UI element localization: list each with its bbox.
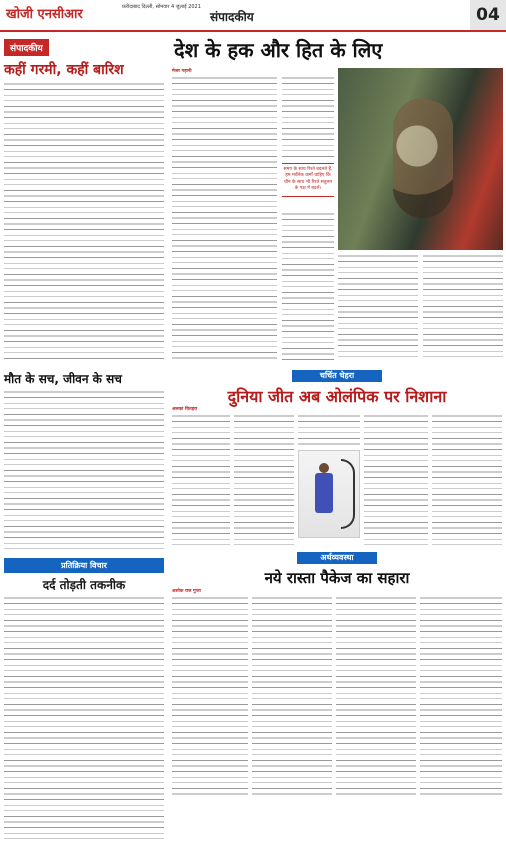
economy-col-1 [172, 596, 248, 796]
feature-col-3 [282, 212, 334, 362]
feature-photo [338, 68, 503, 250]
section-title: संपादकीय [210, 10, 254, 24]
pp-headline: दर्द तोड़ती तकनीक [42, 578, 126, 592]
economy-byline: अशोक राज गुप्ता [172, 589, 201, 594]
sport-col-3a [298, 414, 360, 446]
charcha-label: चर्चित चेहरा [292, 370, 382, 382]
editorial-headline: कहीं गरमी, कहीं बारिश [4, 62, 124, 78]
pull-quote: समय के साथ रिश्ते बदलते हैं, हम मालिक कर्मों चाहिए कि चीन के साथ भी रिश्ते संतुलन के पक्ष में बदलें। [282, 163, 334, 197]
newspaper-logo: खोजी एनसीआर [6, 7, 83, 22]
sport-col-5 [432, 414, 502, 548]
sport-byline: अलका चितहरा [172, 407, 198, 412]
economy-title: नये रास्ता पैकेज का सहारा [264, 569, 410, 587]
dateline: फ़रीदाबाद दिल्ली, सोमवार 4 जुलाई 2021 [122, 4, 201, 10]
feature-byline: मेजर गहानी [172, 69, 192, 74]
archer-photo [298, 450, 360, 538]
feature-col-5 [423, 254, 503, 362]
feature-col-2 [282, 76, 334, 158]
sport-col-1 [172, 414, 230, 548]
page-number: 04 [470, 0, 506, 30]
economy-col-4 [420, 596, 502, 796]
pp-body [4, 596, 164, 842]
economy-bar [168, 552, 506, 564]
feature-col-1 [172, 76, 277, 362]
charcha-strip [168, 370, 506, 382]
economy-bar-label: अर्थव्यवस्था [297, 552, 377, 564]
editorial-tab: संपादकीय [4, 39, 49, 56]
sport-col-4 [364, 414, 428, 548]
masthead [0, 0, 506, 32]
feature-title: देश के हक और हित के लिए [174, 38, 383, 62]
feature-col-4 [338, 254, 418, 362]
economy-col-3 [336, 596, 416, 796]
feature-story [168, 36, 506, 366]
pp-bar: प्रतिक्रिया विचार [4, 558, 164, 573]
mid-body [4, 390, 164, 552]
editorial-body [4, 82, 164, 362]
economy-col-2 [252, 596, 332, 796]
bow-shape [341, 459, 355, 529]
left-column [4, 36, 164, 796]
sport-title: दुनिया जीत अब ओलंपिक पर निशाना [227, 387, 447, 406]
mid-headline: मौत के सच, जीवन के सच [4, 372, 122, 386]
sport-col-2 [234, 414, 294, 548]
